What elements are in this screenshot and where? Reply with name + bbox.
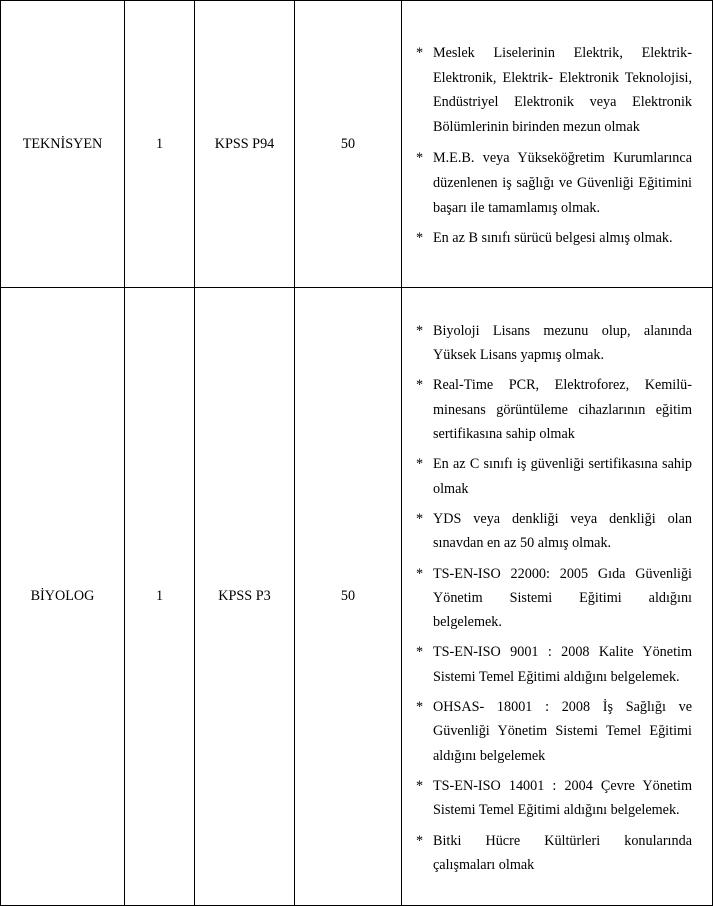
bullet-asterisk: * [416, 777, 424, 794]
list-item [416, 695, 692, 768]
list-item [416, 507, 692, 556]
requirements-cell [402, 1, 713, 288]
requirements-list [402, 31, 712, 251]
list-item [416, 829, 692, 878]
position-cell: TEKNİSYEN [1, 1, 125, 288]
list-item [416, 146, 692, 220]
bullet-asterisk: * [416, 699, 424, 716]
requirement-text: TS-EN-ISO 9001 : 2008 Kalite Yönetim Sistemi Temel Eğitimi aldığını belgelemek. [433, 644, 692, 685]
exam-cell: KPSS P3 [195, 288, 295, 906]
bullet-asterisk: * [416, 44, 424, 61]
count-cell: 1 [125, 1, 195, 288]
score-cell: 50 [295, 1, 402, 288]
requirement-text: Biyoloji Lisans mezunu olup, alanında Yüksek Lisans yapmış olmak. [433, 322, 692, 364]
bullet-asterisk: * [416, 150, 424, 166]
bullet-asterisk: * [416, 565, 424, 582]
requirement-text: Meslek Liselerinin Elektrik, Elektrik-Elektronik, Elektrik- Elektronik Teknolojisi, Endüstriyel Elektronik veya Elektronik Bölümlerinin birinden mezun olmak [433, 44, 692, 136]
requirement-text: En az C sınıfı iş güvenliği sertifikasına sahip olmak [433, 456, 692, 497]
list-item [416, 640, 692, 689]
requirement-text: YDS veya denkliği veya denkliği olan sınavdan en az 50 almış olmak. [433, 510, 692, 552]
requirement-text: TS-EN-ISO 22000: 2005 Gıda Güvenliği Yönetim Sistemi Eğitimi aldığını belgelemek. [433, 565, 692, 631]
list-item [416, 562, 692, 635]
requirements-list [402, 310, 712, 877]
bullet-asterisk: * [416, 832, 424, 849]
score-cell: 50 [295, 288, 402, 906]
table-row [1, 1, 713, 288]
requirements-cell [402, 288, 713, 906]
list-item [416, 373, 692, 446]
requirement-text: Real-Time PCR, Elektroforez, Kemilü-minesans görüntüleme cihazlarının eğitim sertifikasına sahip olmak [433, 377, 692, 443]
list-item [416, 226, 692, 251]
bullet-asterisk: * [416, 230, 424, 247]
list-item [416, 319, 692, 368]
bullet-asterisk: * [416, 456, 424, 473]
requirement-text: OHSAS- 18001 : 2008 İş Sağlığı ve Güvenliği Yönetim Sistemi Temel Eğitimi aldığını belgelemek [433, 699, 692, 764]
requirement-text: TS-EN-ISO 14001 : 2004 Çevre Yönetim Sistemi Temel Eğitimi aldığını belgelemek. [433, 777, 692, 819]
list-item [416, 452, 692, 501]
bullet-asterisk: * [416, 510, 424, 527]
list-item [416, 774, 692, 823]
count-cell: 1 [125, 288, 195, 906]
bullet-asterisk: * [416, 377, 424, 394]
position-cell: BİYOLOG [1, 288, 125, 906]
exam-cell: KPSS P94 [195, 1, 295, 288]
requirement-text: Bitki Hücre Kültürleri konularında çalışmaları olmak [433, 832, 692, 873]
bullet-asterisk: * [416, 644, 424, 661]
list-item [416, 41, 692, 140]
requirement-text: En az B sınıfı sürücü belgesi almış olmak. [433, 230, 673, 247]
table-row [1, 288, 713, 906]
requirement-text: M.E.B. veya Yükseköğretim Kurumlarınca düzenlenen iş sağlığı ve Güvenliği Eğitimini başarı ile tamamlamış olmak. [433, 150, 692, 216]
bullet-asterisk: * [416, 322, 424, 339]
